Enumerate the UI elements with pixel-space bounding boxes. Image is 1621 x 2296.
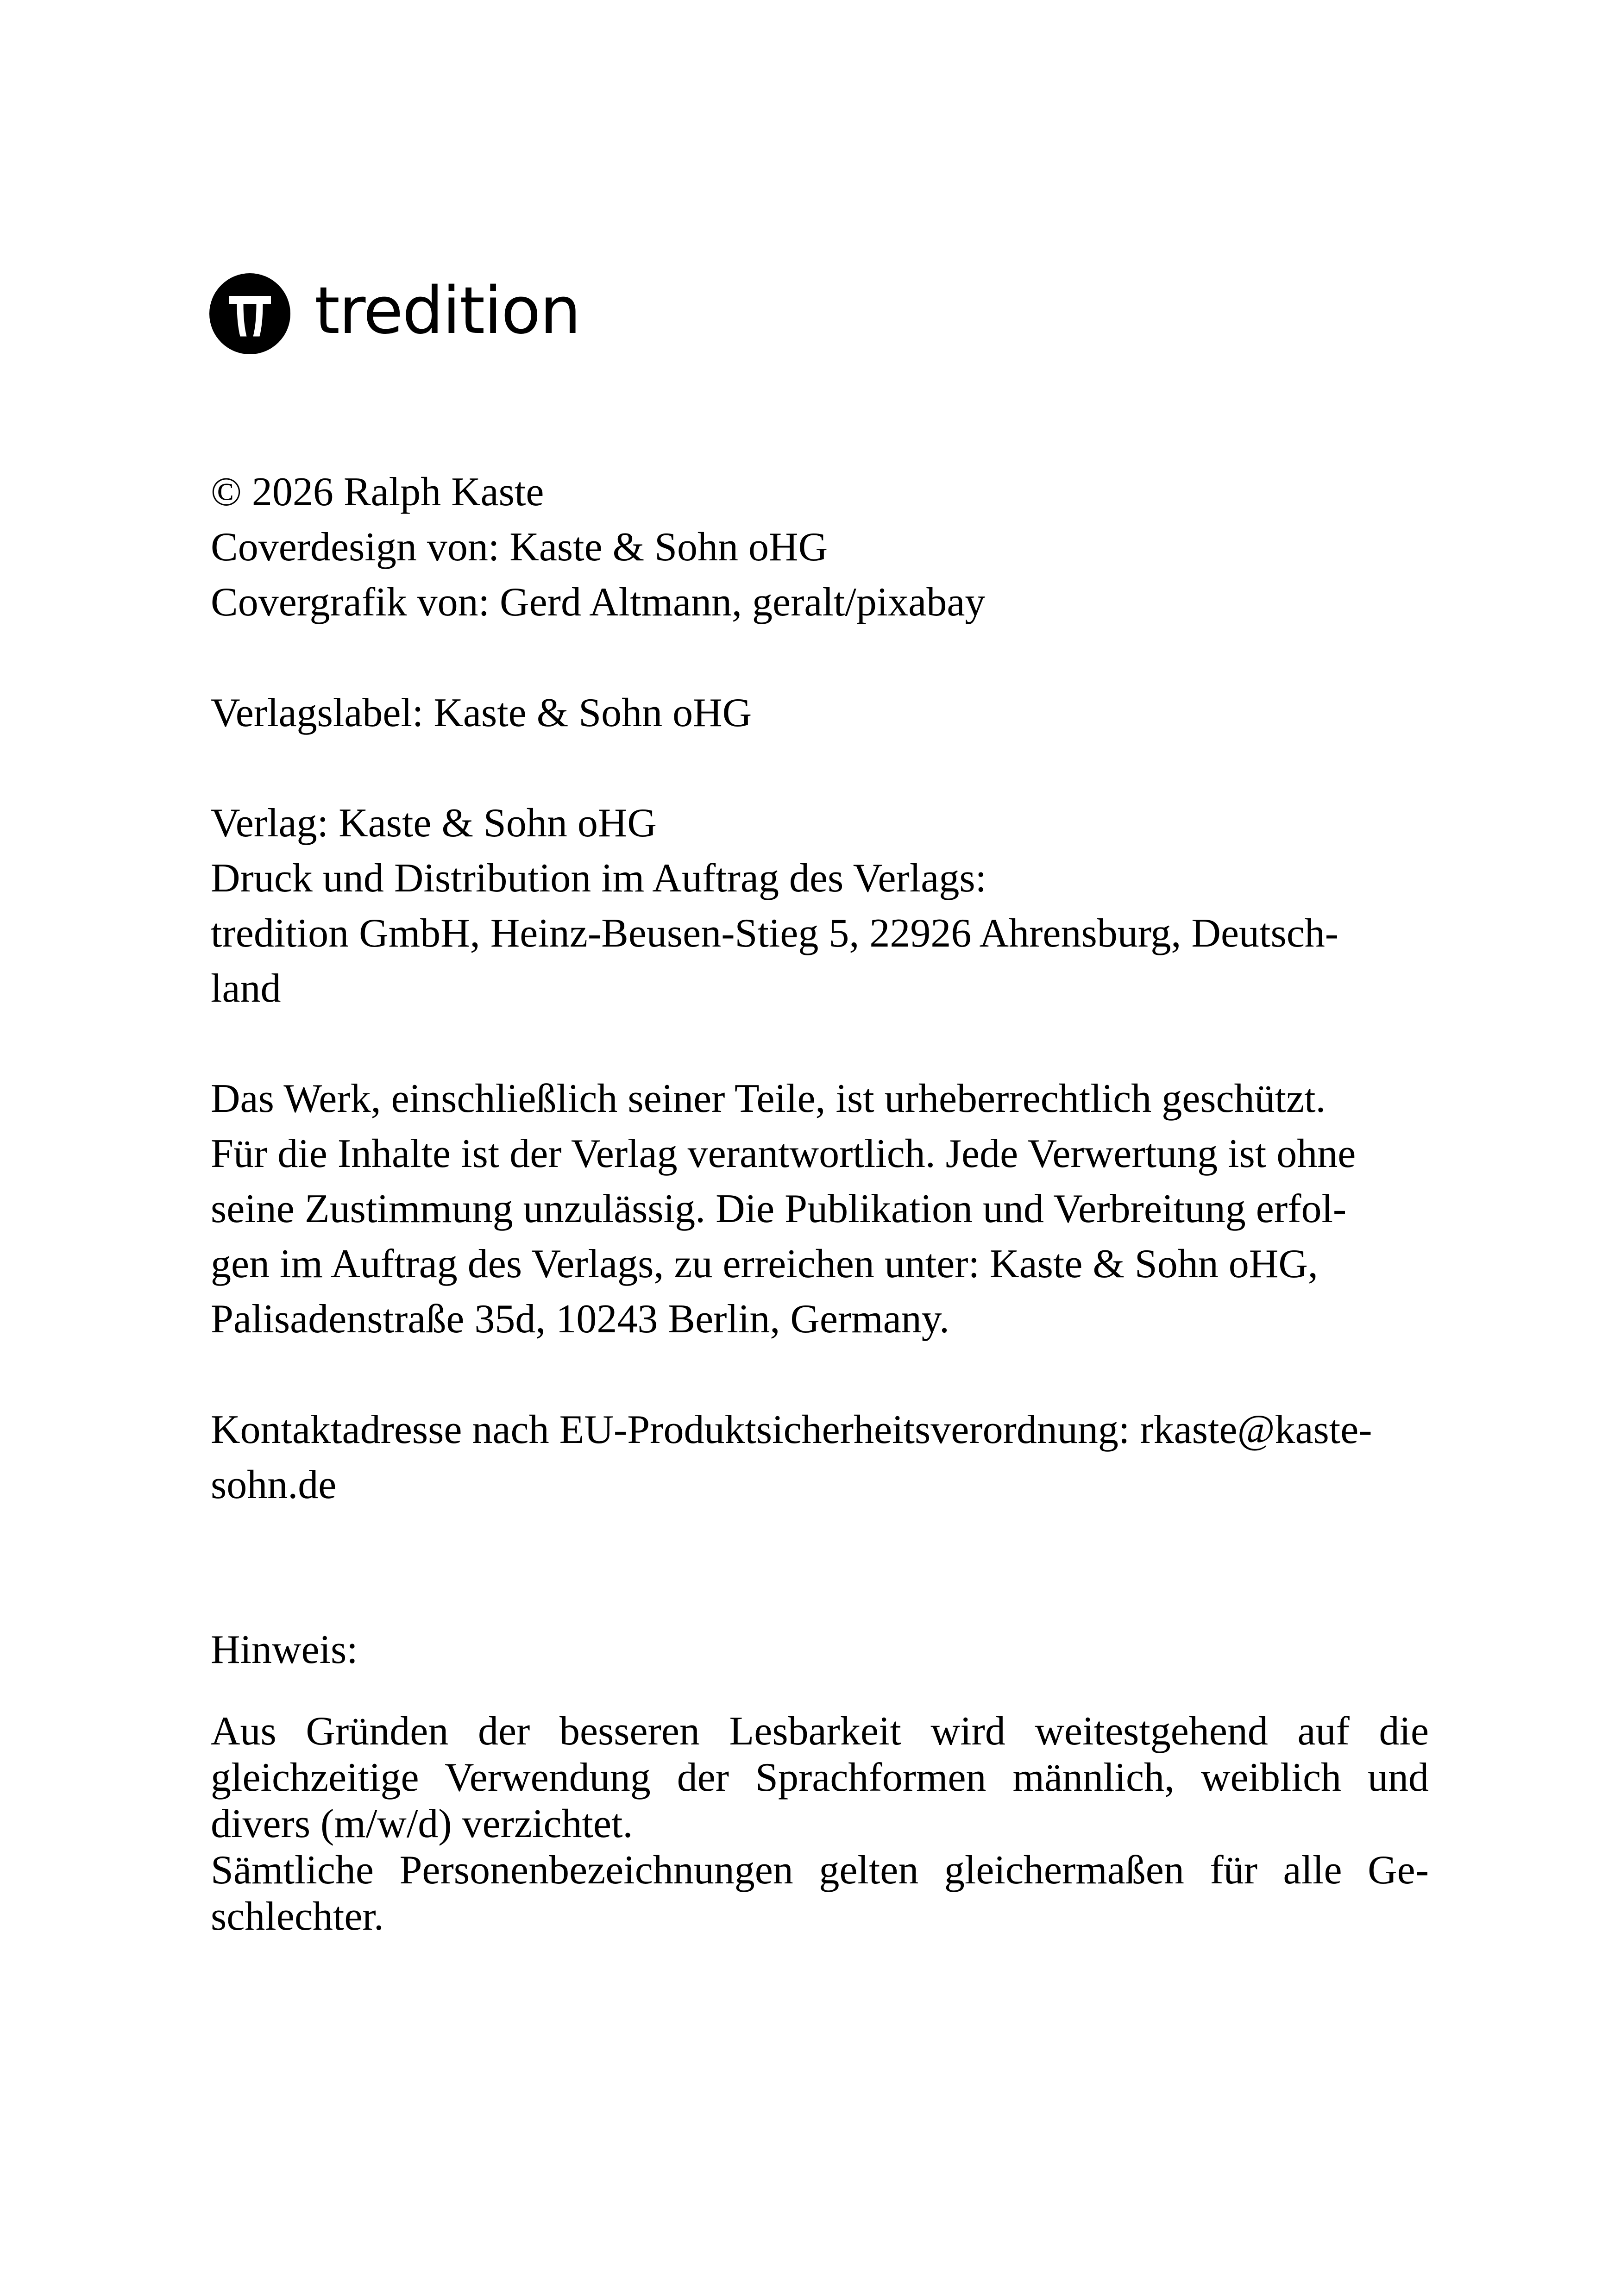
copyright-notice-block [211,1071,1356,1347]
notice-line: Palisadenstraße 35d, 10243 Berlin, Germany. [211,1297,950,1342]
logo-wordmark: tredition [314,273,580,349]
publisher-label-line: Verlagslabel: Kaste & Sohn oHG [211,690,752,735]
publisher-logo [209,273,580,354]
copyright-line: © 2026 Ralph Kaste [211,470,544,514]
contact-line: Kontaktadresse nach EU-Produktsicherheitsverordnung: rkaste@kaste- [211,1407,1372,1452]
notice-line: Das Werk, einschließlich seiner Teile, ist urheberrechtlich geschützt. [211,1076,1326,1121]
note-body [211,1708,1429,1940]
notice-line: gen im Auftrag des Verlags, zu erreichen unter: Kaste & Sohn oHG, [211,1242,1318,1286]
distribution-line: Druck und Distribution im Auftrag des Verlags: [211,856,987,901]
publisher-line: Verlag: Kaste & Sohn oHG [211,801,657,846]
publishing-block [211,796,1338,1016]
tredition-logo-icon [209,273,290,354]
note-line: gleichzeitige Verwendung der Sprachformen männlich, weiblich und [211,1755,1429,1800]
cover-graphic-line: Covergrafik von: Gerd Altmann, geralt/pixabay [211,580,986,625]
note-line: schlechter. [211,1894,384,1939]
note-heading-block [211,1622,358,1677]
contact-block [211,1402,1372,1512]
label-block [211,685,752,740]
note-heading: Hinweis: [211,1627,358,1672]
notice-line: seine Zustimmung unzulässig. Die Publikation und Verbreitung erfol- [211,1186,1347,1231]
contact-email-end: sohn.de [211,1462,337,1507]
credits-block [211,464,985,630]
cover-design-line: Coverdesign von: Kaste & Sohn oHG [211,525,828,570]
notice-line: Für die Inhalte ist der Verlag verantwortlich. Jede Verwertung ist ohne [211,1131,1356,1176]
distributor-address-line: tredition GmbH, Heinz-Beusen-Stieg 5, 22926 Ahrensburg, Deutsch- [211,911,1339,956]
note-line: Aus Gründen der besseren Lesbarkeit wird weitestgehend auf die [211,1709,1429,1754]
distributor-address-line-end: land [211,966,281,1011]
note-line: Sämtliche Personenbezeichnungen gelten gleichermaßen für alle Ge- [211,1848,1429,1893]
note-line: divers (m/w/d) verzichtet. [211,1801,633,1846]
